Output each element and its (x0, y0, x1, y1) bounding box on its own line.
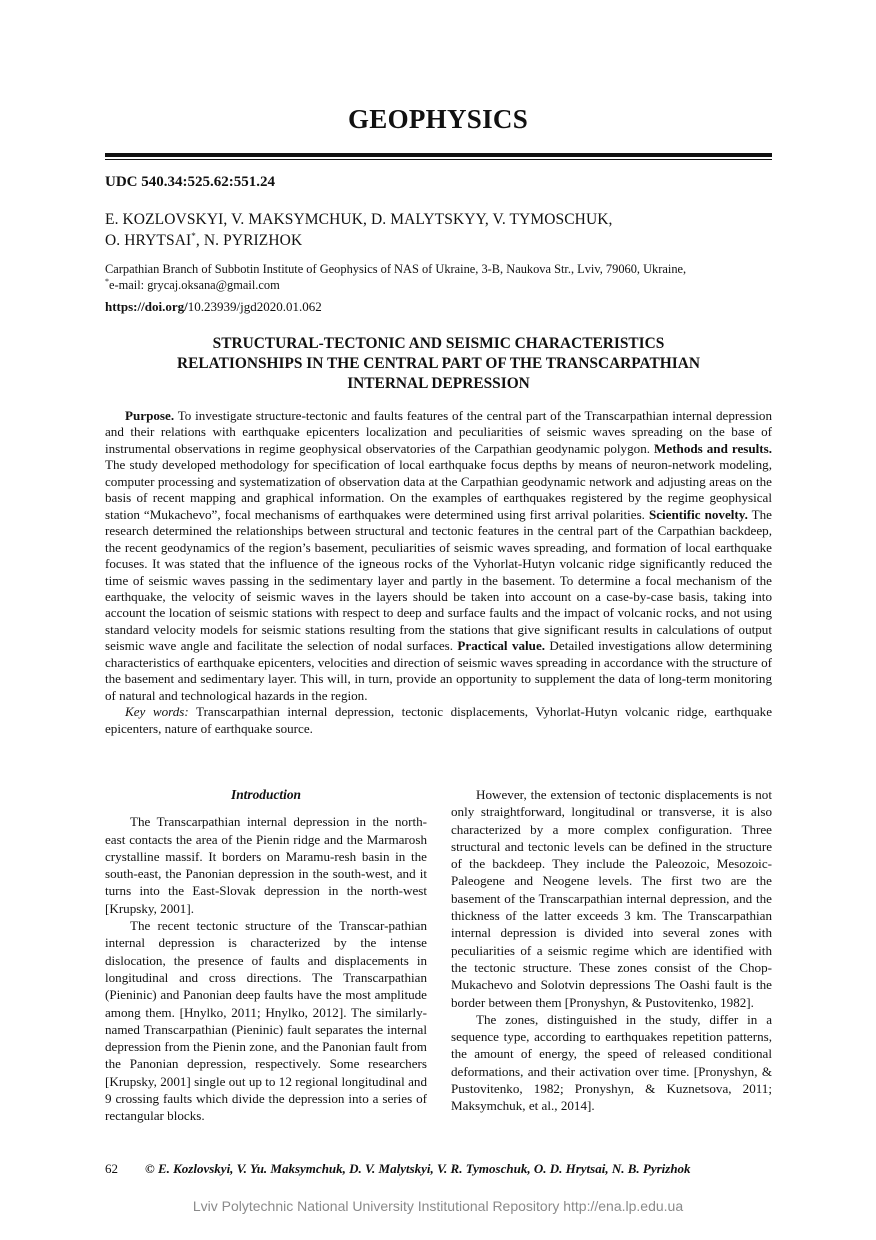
email-text[interactable]: e-mail: grycaj.oksana@gmail.com (109, 278, 280, 292)
doi-prefix: https://doi.org/ (105, 299, 188, 314)
header-rule-thick (105, 153, 772, 157)
abstract (105, 408, 772, 737)
novelty-text: The research determined the relationships between structural and tectonic features in the central part of the Carpathian backdeep, the recent geodynamics of the region’s basement, peculiarities of seismic waves spreading, and formation of local earthquake focuses. It was stated that the influence of the igneous rocks of the Vyhorlat-Hutyn volcanic ridge significantly reduced the time of seismic waves passing in the sedimentary layer and partly in the basement. To determine a focal mechanism of the earthquake, the velocity of seismic waves in the layers should be taken into account on a case-by-case basis, taking into account the location of seismic stations with respect to deep and surface faults and the impact of volcanic rocks, and not using standard velocity models for seismic stations resulting from the stations that give significant results in calculations of output seismic wave angle and facilitate the selection of nodal surfaces. (105, 506, 772, 654)
author-line-1: E. KOZLOVSKYI, V. MAKSYMCHUK, D. MALYTSKYY, V. TYMOSCHUK, (105, 211, 613, 228)
author-list (105, 209, 772, 251)
purpose-text: To investigate structure-tectonic and faults features of the central part of the Transcarpathian internal depression and their relations with earthquake epicenters localization and peculiarities of seismic waves spreading on the base of instrumental observations in regime geophysical observatories of the Carpathian geodynamic polygon. (105, 408, 772, 456)
keywords (105, 704, 772, 737)
novelty-label: Scientific novelty. (648, 506, 748, 522)
intro-paragraph-4: The zones, distinguished in the study, differ in a sequence type, according to earthquakes repetition patterns, the amount of energy, the speed of released conditional deformations, and their activation over time. [Pronyshyn, & Pustovitenko, 1982; Pronyshyn, & Kuznetsova, 2011; Maksymchuk, et al., 2014]. (451, 1011, 772, 1114)
journal-section-title: GEOPHYSICS (347, 104, 529, 134)
author-line-2 (105, 230, 772, 251)
intro-paragraph-1: The Transcarpathian internal depression in the north-east contacts the area of the Pienin ridge and the Marmarosh crystalline massif. It borders on Maramu-resh basin in the south-east, the Panonian depression in the south-west, and it turns into the East-Slovak depression in the north-west [Krupsky, 2001]. (105, 814, 427, 916)
practical-label: Practical value. (457, 638, 546, 654)
title-line-1: STRUCTURAL-TECTONIC AND SEISMIC CHARACTERISTICS (212, 335, 665, 352)
email-line (105, 277, 772, 293)
affiliation (105, 261, 772, 293)
author-hrytsai: O. HRYTSAI (105, 232, 192, 249)
intro-paragraph-3: However, the extension of tectonic displacements is not only straightforward, longitudinal or transverse, it is also characterized by a more complex configuration. Three structural and tectonic levels can be defined in the structure of the backdeep. They include the Paleozoic, Mesozoic-Paleogene and Neogene levels. The first two are the basement of the Transcarpathian internal depression, and the thickness of the latter exceeds 3 km. The Transcarpathian internal depression is divided into several zones with peculiarities of a seismic regime which are identified with the tectonic structure. These zones consist of the Chop-Mukachevo and Solotvin depressions The Oashi fault is the border between them [Pronyshyn, & Pustovitenko, 1982]. (451, 787, 772, 1010)
affiliation-text: Carpathian Branch of Subbotin Institute of Geophysics of NAS of Ukraine, 3-B, Naukova Str., Lviv, 79060, Ukraine, (105, 262, 687, 276)
corresponding-author-mark: * (191, 230, 196, 241)
column-right (451, 786, 772, 1115)
page-number: 62 (105, 1161, 118, 1176)
repository-watermark: Lviv Polytechnic National University Institutional Repository http://ena.lp.edu.ua (192, 1198, 684, 1214)
intro-paragraph-2: The recent tectonic structure of the Transcar-pathian internal depression is characterized by the intense dislocation, the presence of faults and displacements in longitudinal and cross directions. The Transcarpathian (Pieninic) and Panonian deep faults have the most amplitude among them. [Hnylko, 2011; Hnylko, 2012]. The similarly-named Transcarpathian (Pieninic) fault separates the internal depression from the Pienin zone, and the Panonian fault from the Panonian depression, respectively. Some researchers [Krupsky, 2001] single out up to 12 regional longitudinal and 9 crossing faults which divide the depression into a series of rectangular blocks. (105, 918, 427, 1124)
paper-title (105, 334, 772, 394)
doi-id: 10.23939/jgd2020.01.062 (187, 299, 322, 314)
header-rule-thin (105, 159, 772, 160)
author-pyrizhok: , N. PYRIZHOK (195, 232, 303, 249)
title-line-3: INTERNAL DEPRESSION (347, 375, 530, 392)
practical-text: Detailed investigations allow determining characteristics of earthquake epicenters, velocities and direction of seismic waves spreading in accordance with the structure of the basement and sedimentary layer. This will, in turn, provide an opportunity to supplement the data of long-term monitoring of natural and technological hazards in the region. (105, 638, 772, 703)
purpose-label: Purpose. (125, 408, 175, 423)
keywords-text: Transcarpathian internal depression, tectonic displacements, Vyhorlat-Hutyn volcanic ridge, earthquake epicenters, nature of earthquake source. (105, 704, 772, 736)
methods-text: The study developed methodology for specification of local earthquake focus depths by means of neuron-network modeling, computer processing and systematization of observation data at the Carpathian geodynamic network and adjusting areas on the basis of recent mapping and graphical information. On the examples of earthquakes registered by the regime geophysical station “Mukachevo”, focal mechanisms of earthquakes were determined using first arrival polarities. (105, 457, 772, 522)
keywords-label: Key words: (125, 704, 189, 720)
doi-link[interactable] (105, 299, 322, 315)
methods-label: Methods and results. (654, 440, 773, 456)
email-mark: * (105, 276, 109, 286)
title-line-2: RELATIONSHIPS IN THE CENTRAL PART OF THE TRANSCARPATHIAN (177, 355, 700, 372)
introduction-heading: Introduction (231, 787, 301, 802)
udc-code: UDC 540.34:525.62:551.24 (105, 174, 275, 190)
column-left (105, 786, 427, 1125)
abstract-body (105, 408, 772, 704)
copyright-line: © E. Kozlovskyi, V. Yu. Maksymchuk, D. V. Malytskyi, V. R. Tymoschuk, O. D. Hrytsai, N. B. Pyrizhok (145, 1161, 691, 1176)
